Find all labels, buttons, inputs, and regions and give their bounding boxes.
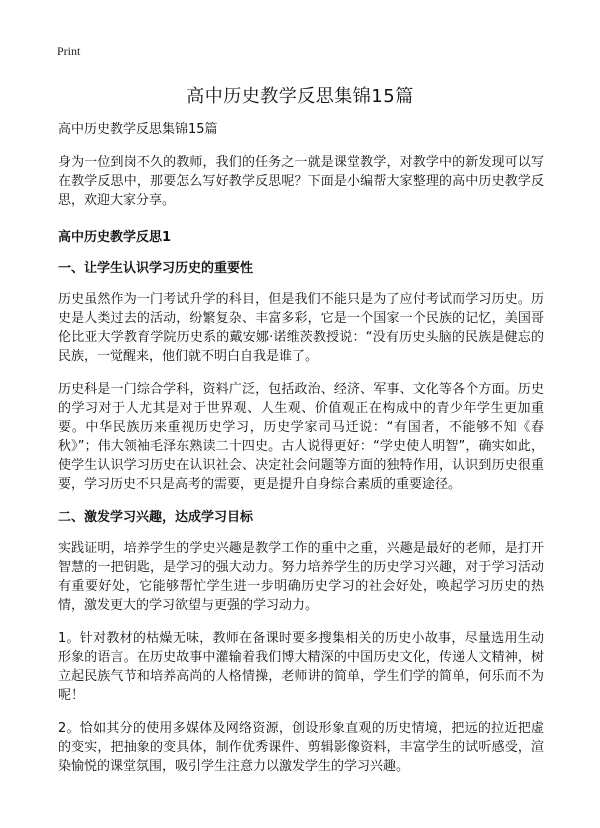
page-title: 高中历史教学反思集锦15篇 bbox=[186, 86, 414, 107]
section2-paragraph-3: 2。恰如其分的使用多媒体及网络资源，创设形象直观的历史情境，把远的拉近把虚的变实，把抽象的变具体，制作优秀课件、剪辑影像资料，丰富学生的试听感受，渲染愉悦的课堂氛围，吸引学生注意力以激发学生的学习兴趣。 bbox=[58, 721, 544, 774]
document-body bbox=[58, 120, 544, 790]
section-heading-2: 二、激发学习兴趣，达成学习目标 bbox=[58, 510, 254, 525]
section-heading-1: 一、让学生认识学习历史的重要性 bbox=[58, 261, 254, 276]
section1-paragraph-1: 历史虽然作为一门考试升学的科目，但是我们不能只是为了应付考试而学习历史。历史是人类过去的活动，纷繁复杂、丰富多彩，它是一个国家一个民族的记忆，美国哥伦比亚大学教育学院历史系的戴安娜·诺维茨教授说：“没有历史头脑的民族是健忘的民族，一觉醒来，他们就不明白自我是谁了。 bbox=[58, 292, 544, 364]
section1-paragraph-2: 历史科是一门综合学科，资料广泛，包括政治、经济、军事、文化等各个方面。历史的学习对于人尤其是对于世界观、人生观、价值观正在构成中的青少年学生更加重要。中华民族历来重视历史学习，历史学家司马迁说：“有国者，不能够不知《春秋》”；伟大领袖毛泽东熟读二十四史。古人说得更好：“学史使人明智”，确实如此，使学生认识学习历史在认识社会、决定社会问题等方面的独特作用，认识到历史很重要，学习历史不只是高考的需要，更是提升自身综合素质的重要途径。 bbox=[58, 382, 544, 492]
print-link[interactable]: Print bbox=[57, 44, 81, 58]
section2-paragraph-1: 实践证明，培养学生的学史兴趣是教学工作的重中之重，兴趣是最好的老师，是打开智慧的一把钥匙，是学习的强大动力。努力培养学生的历史学习兴趣，对于学习活动有重要好处，它能够帮忙学生进一步明确历史学习的社会好处，唤起学习历史的热情，激发更大的学习欲望与更强的学习动力。 bbox=[58, 541, 544, 613]
intro-paragraph: 身为一位到岗不久的教师，我们的任务之一就是课堂教学，对教学中的新发现可以写在教学反思中，那要怎么写好教学反思呢？下面是小编帮大家整理的高中历史教学反思，欢迎大家分享。 bbox=[58, 155, 544, 208]
section2-paragraph-2: 1。针对教材的枯燥无味，教师在备课时要多搜集相关的历史小故事，尽量选用生动形象的语言。在历史故事中灌输着我们博大精深的中国历史文化，传递人文精神，树立起民族气节和培养高尚的人格情操，老师讲的简单，学生们学的简单，何乐而不为呢！ bbox=[58, 631, 544, 703]
part-heading: 高中历史教学反思1 bbox=[58, 230, 172, 245]
document-subtitle: 高中历史教学反思集锦15篇 bbox=[58, 122, 218, 137]
